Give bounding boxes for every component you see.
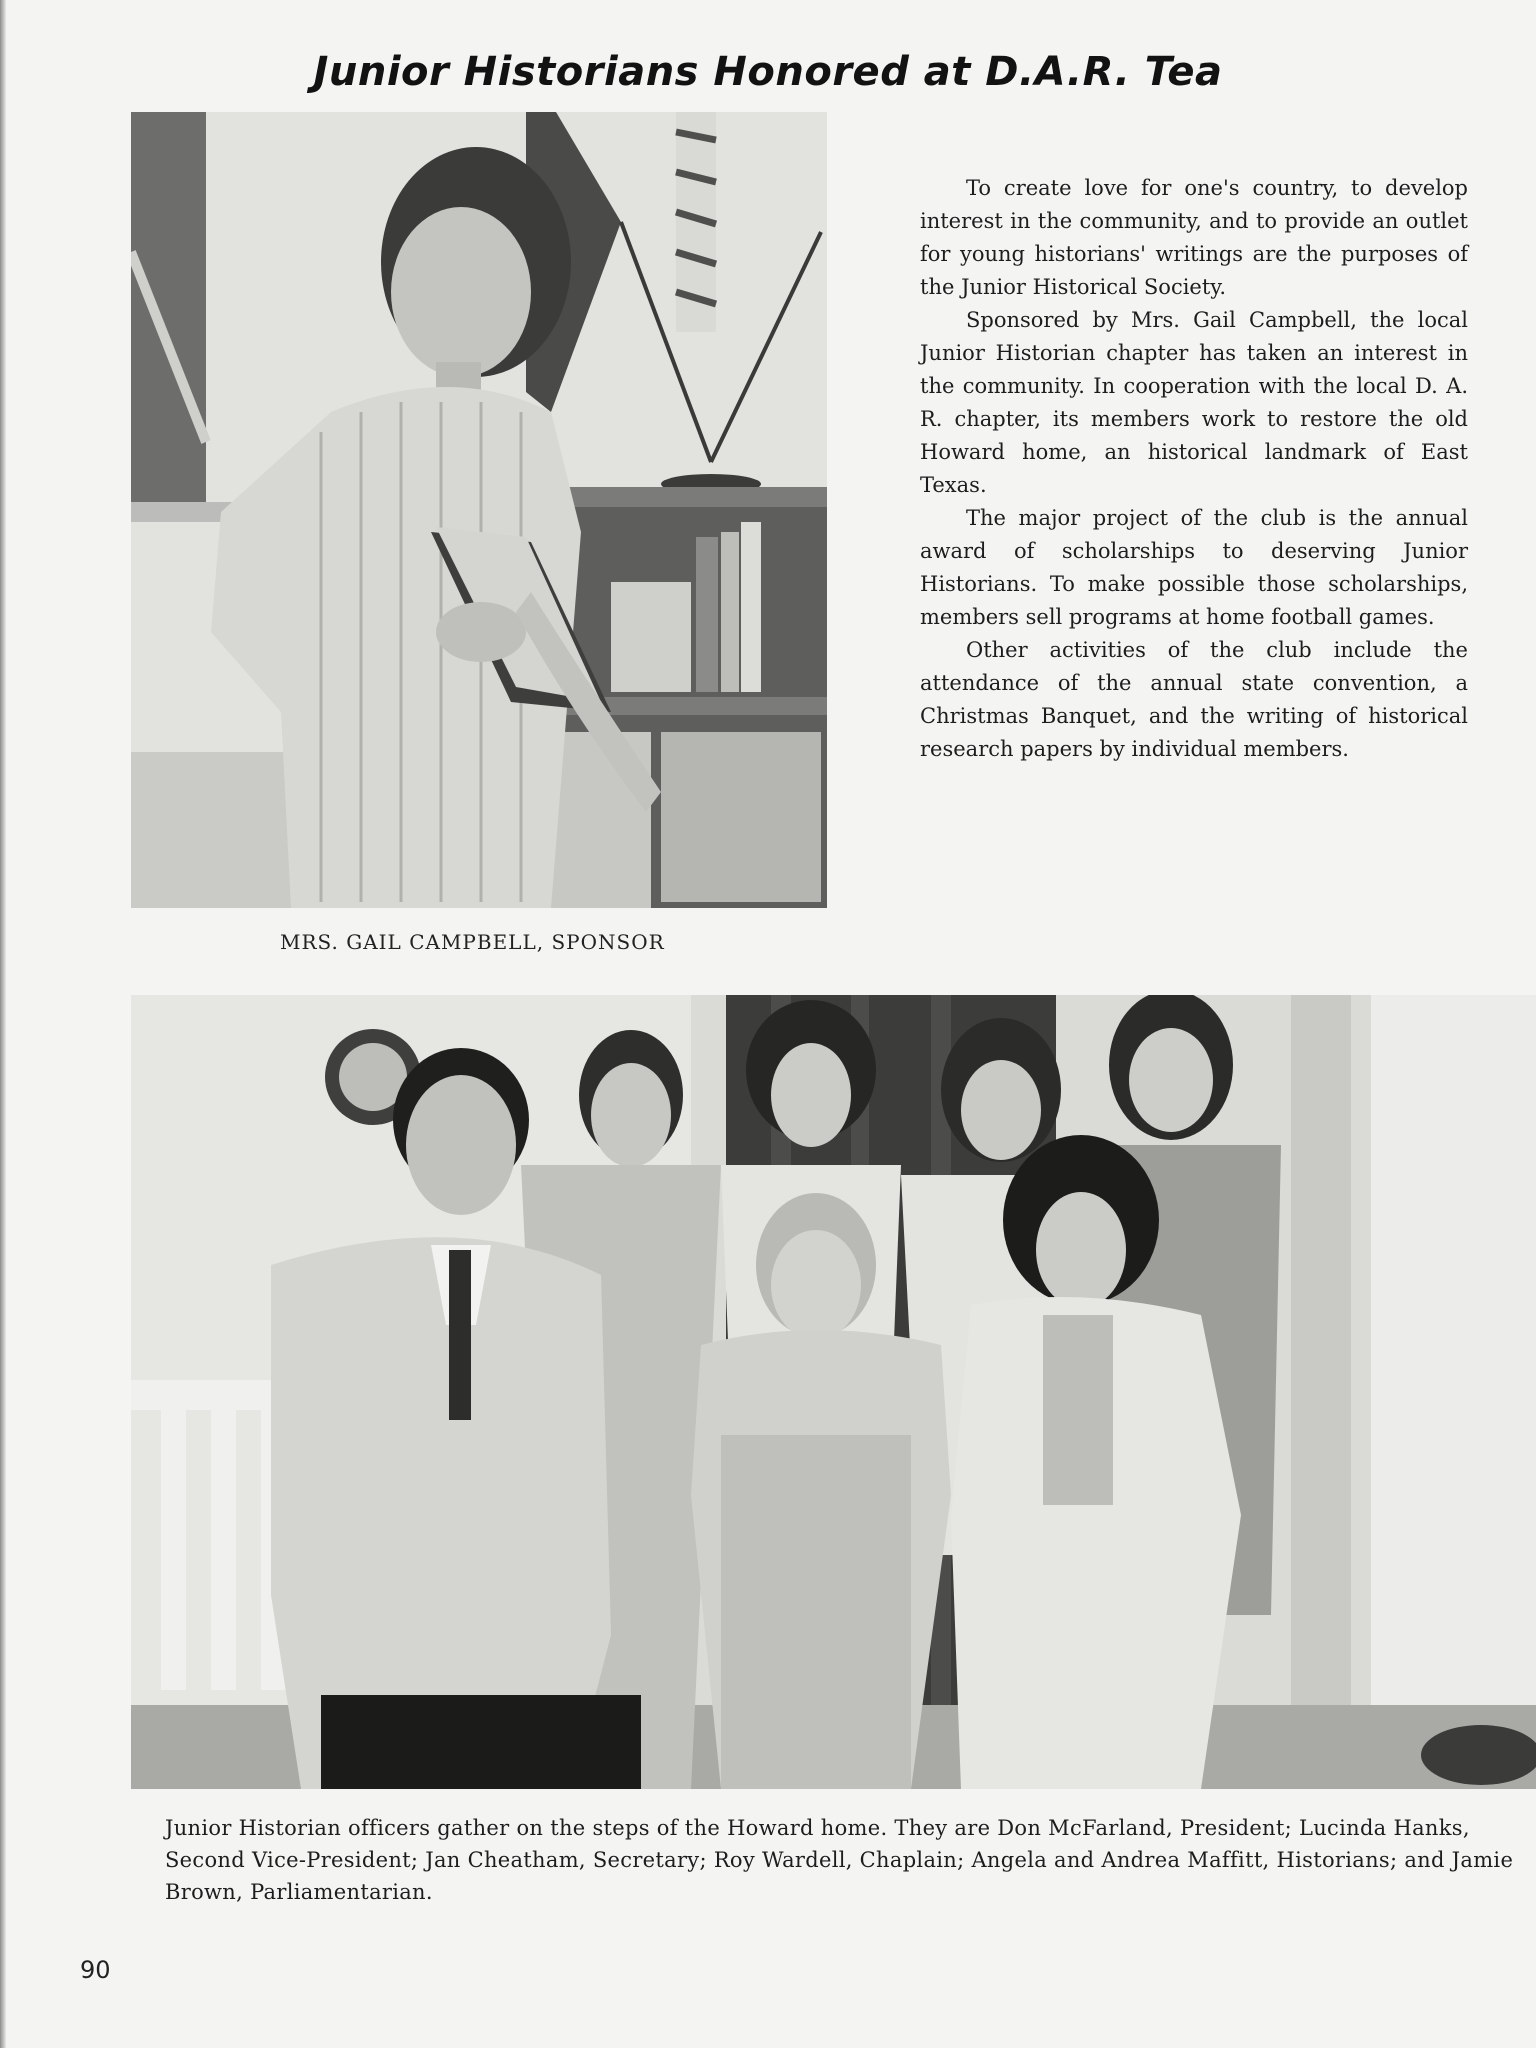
article-paragraph: To create love for one's country, to develop interest in the community, and to provide an outlet for young historians' writings are the purposes of the Junior Historical Society. bbox=[920, 176, 1468, 299]
sponsor-photo bbox=[131, 112, 827, 908]
page-title: Junior Historians Honored at D.A.R. Tea bbox=[313, 48, 1223, 95]
page-number: 90 bbox=[80, 1956, 111, 1984]
article-paragraph: The major project of the club is the annual award of scholarships to deserving Junior Historians. To make possible those scholarships, members sell programs at home football games. bbox=[920, 506, 1468, 629]
article-paragraph: Sponsored by Mrs. Gail Campbell, the local Junior Historian chapter has taken an interest in the community. In cooperation with the local D. A. R. chapter, its members work to restore the old Howard home, an historical landmark of East Texas. bbox=[920, 308, 1468, 497]
sponsor-photo-caption: MRS. GAIL CAMPBELL, SPONSOR bbox=[280, 930, 665, 954]
article-paragraph: Other activities of the club include the attendance of the annual state convention, a Christmas Banquet, and the writing of historical research papers by individual members. bbox=[920, 638, 1468, 761]
officers-group-photo bbox=[131, 995, 1536, 1789]
article-body bbox=[920, 172, 1468, 766]
officers-photo-caption: Junior Historian officers gather on the steps of the Howard home. They are Don McFarland, President; Lucinda Hanks, Second Vice-President; Jan Cheatham, Secretary; Roy Wardell, Chaplain; Angela and Andrea Maffitt, Historians; and Jamie Brown, Parliamentarian. bbox=[165, 1816, 1514, 1904]
page-binding-edge bbox=[0, 0, 6, 2048]
